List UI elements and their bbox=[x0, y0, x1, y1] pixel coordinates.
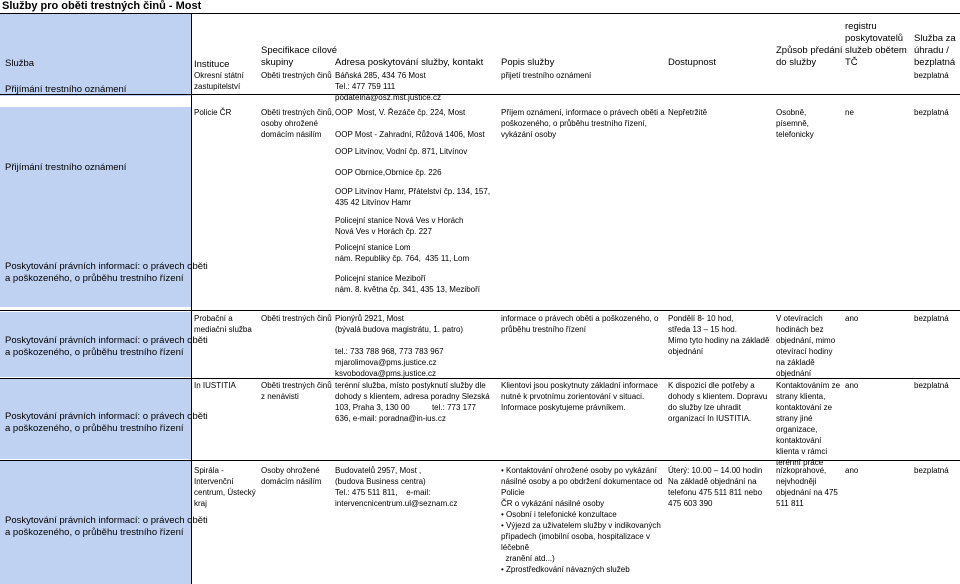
cell-zpusob: Kontaktováním ze strany klienta, kontaktování ze strany jiné organizace, kontaktování klienta v rámci terénní práce bbox=[776, 381, 841, 467]
cell-registr: ano bbox=[845, 381, 859, 390]
section-label: Přijímání trestního oznámení bbox=[5, 162, 127, 173]
cell-registr: ano bbox=[845, 466, 859, 475]
header-instituce: Instituce bbox=[194, 59, 230, 70]
cell-skupina: Osoby ohrožené domácím násilím bbox=[261, 466, 322, 486]
page-title: Služby pro oběti trestných činů - Most bbox=[2, 0, 202, 12]
services-table bbox=[0, 13, 960, 584]
cell-instituce: Spirála - Intervenční centrum, Ústecký kraj bbox=[194, 466, 256, 508]
cell-skupina: Oběti trestných činů z nenávisti bbox=[261, 381, 332, 401]
cell-zpusob: V otevíracích hodinách bez objednání, mimo otevírací hodiny na základě objednání bbox=[776, 314, 836, 378]
cell-popis: Klientovi jsou poskytnuty základní informace nutné k prvotnímu zorientování v situaci. Informace poskytujeme právníkem. bbox=[501, 381, 658, 412]
cell-skupina: Oběti trestných činů, osoby ohrožené domácím násilím bbox=[261, 108, 334, 139]
cell-adresa: Pionýrů 2921, Most (bývalá budova magistrátu, 1. patro) tel.: 733 788 968, 773 783 967 mjarolimova@pms.justice.cz ksvobodova@pms.justice.cz bbox=[335, 314, 464, 378]
header-popis: Popis služby bbox=[501, 57, 555, 68]
section-label: Přijímání trestního oznámení bbox=[5, 84, 127, 95]
cell-uhrada: bezplatná bbox=[914, 381, 949, 390]
cell-instituce: Probační a mediační služba bbox=[194, 314, 252, 334]
cell-adresa: Policejní stanice Lom nám. Republiky čp. 764, 435 11, Lom bbox=[335, 243, 470, 263]
cell-instituce: Okresní státní zastupitelství bbox=[194, 71, 244, 91]
cell-adresa: OOP Litvínov, Vodní čp. 871, Litvínov bbox=[335, 147, 468, 156]
cell-uhrada: bezplatná bbox=[914, 108, 949, 117]
cell-adresa: OOP Litvínov Hamr, Přátelství čp. 134, 157, 435 42 Litvínov Hamr bbox=[335, 187, 491, 207]
header-registr: registru poskytovatelů služeb obětem TČ bbox=[845, 21, 907, 68]
cell-popis: informace o právech oběti a poškozeného, o průběhu trestního řízení bbox=[501, 314, 659, 334]
section-label: Poskytování právních informací: o právech oběti a poškozeného, o průběhu trestního řízení bbox=[5, 515, 208, 538]
section-label: Poskytování právních informací: o právech oběti a poškozeného, o průběhu trestního řízení bbox=[5, 411, 208, 434]
cell-instituce: Policie ČR bbox=[194, 108, 232, 117]
cell-dostupnost: Úterý: 10.00 – 14.00 hodin Na základě objednání na telefonu 475 511 811 nebo 475 603 390 bbox=[668, 466, 763, 508]
cell-popis: • Kontaktování ohrožené osoby po vykázání násilné osoby a po obdržení dokumentace od Policie ČR o vykázání násilné osoby • Osobní i telefonické konzultace • Výjezd za uživatelem služby v indikovaných případech (imobilní osoba, hospitalizace v léčebně zranění atd...) • Zprostředkování návazných služeb bbox=[501, 466, 663, 574]
cell-dostupnost: Pondělí 8- 10 hod, středa 13 – 15 hod. Mimo tyto hodiny na základě objednání bbox=[668, 314, 770, 356]
cell-adresa: Policejní stanice Meziboří nám. 8. května čp. 341, 435 13, Meziboří bbox=[335, 274, 480, 294]
header-dostupnost: Dostupnost bbox=[668, 57, 717, 68]
cell-adresa: Budovatelů 2957, Most , (budova Business centra) Tel.: 475 511 811, e-mail: intervencnicentrum.ul@seznam.cz bbox=[335, 466, 458, 508]
header-adresa: Adresa poskytování služby, kontakt bbox=[335, 57, 484, 68]
cell-skupina: Oběti trestných činů bbox=[261, 71, 332, 80]
section-label: Poskytování právních informací: o právech oběti a poškozeného, o průběhu trestního řízení bbox=[5, 335, 208, 358]
cell-dostupnost: K dispozici dle potřeby a dohody s klientem. Dopravu do služby lze uhradit organizací In IUSTITIA. bbox=[668, 381, 768, 423]
cell-instituce: In IUSTITIA bbox=[194, 381, 236, 390]
cell-uhrada: bezplatná bbox=[914, 314, 949, 323]
cell-uhrada: bezplatná bbox=[914, 71, 949, 80]
cell-zpusob: Osobně, písemně, telefonicky bbox=[776, 108, 814, 139]
cell-registr: ano bbox=[845, 314, 859, 323]
cell-adresa: OOP Most, V. Řezáče čp. 224, Most OOP Most - Zahradní, Růžová 1406, Most bbox=[335, 108, 485, 139]
header-specifikace: Specifikace cílové skupiny bbox=[261, 45, 338, 68]
cell-dostupnost: Nepřetržitě bbox=[668, 108, 708, 117]
section-label: Poskytování právních informací: o právech oběti a poškozeného, o průběhu trestního řízení bbox=[5, 261, 208, 284]
cell-registr: ne bbox=[845, 108, 854, 117]
cell-uhrada: bezplatná bbox=[914, 466, 949, 475]
cell-adresa: OOP Obrnice,Obrnice čp. 226 bbox=[335, 168, 442, 177]
cell-popis: přijetí trestního oznámení bbox=[501, 71, 592, 80]
header-zpusob: Způsob předání do služby bbox=[776, 45, 843, 68]
header-uhrada: Služba za úhradu / bezplatná bbox=[914, 33, 956, 68]
cell-popis: Příjem oznámení, informace o právech oběti a poškozeného, o průběhu trestního řízení, vykázání osoby bbox=[501, 108, 665, 139]
cell-adresa: Policejní stanice Nová Ves v Horách Nová Ves v Horách čp. 227 bbox=[335, 216, 464, 236]
cell-adresa: Báňská 285, 434 76 Most Tel.: 477 759 111 podatelna@osz.mst.justice.cz bbox=[335, 71, 441, 102]
cell-adresa: terénní služba, místo postyknutí služby dle dohody s klientem, adresa poradny Slezská 103, Praha 3, 130 00 tel.: 773 177 636, e-mail: poradna@in-ius.cz bbox=[335, 381, 490, 423]
header-sluzba: Služba bbox=[5, 58, 35, 69]
cell-skupina: Oběti trestných činů bbox=[261, 314, 332, 323]
cell-zpusob: nízkoprahové, nejvhodněji objednání na 475 511 811 bbox=[776, 466, 838, 508]
